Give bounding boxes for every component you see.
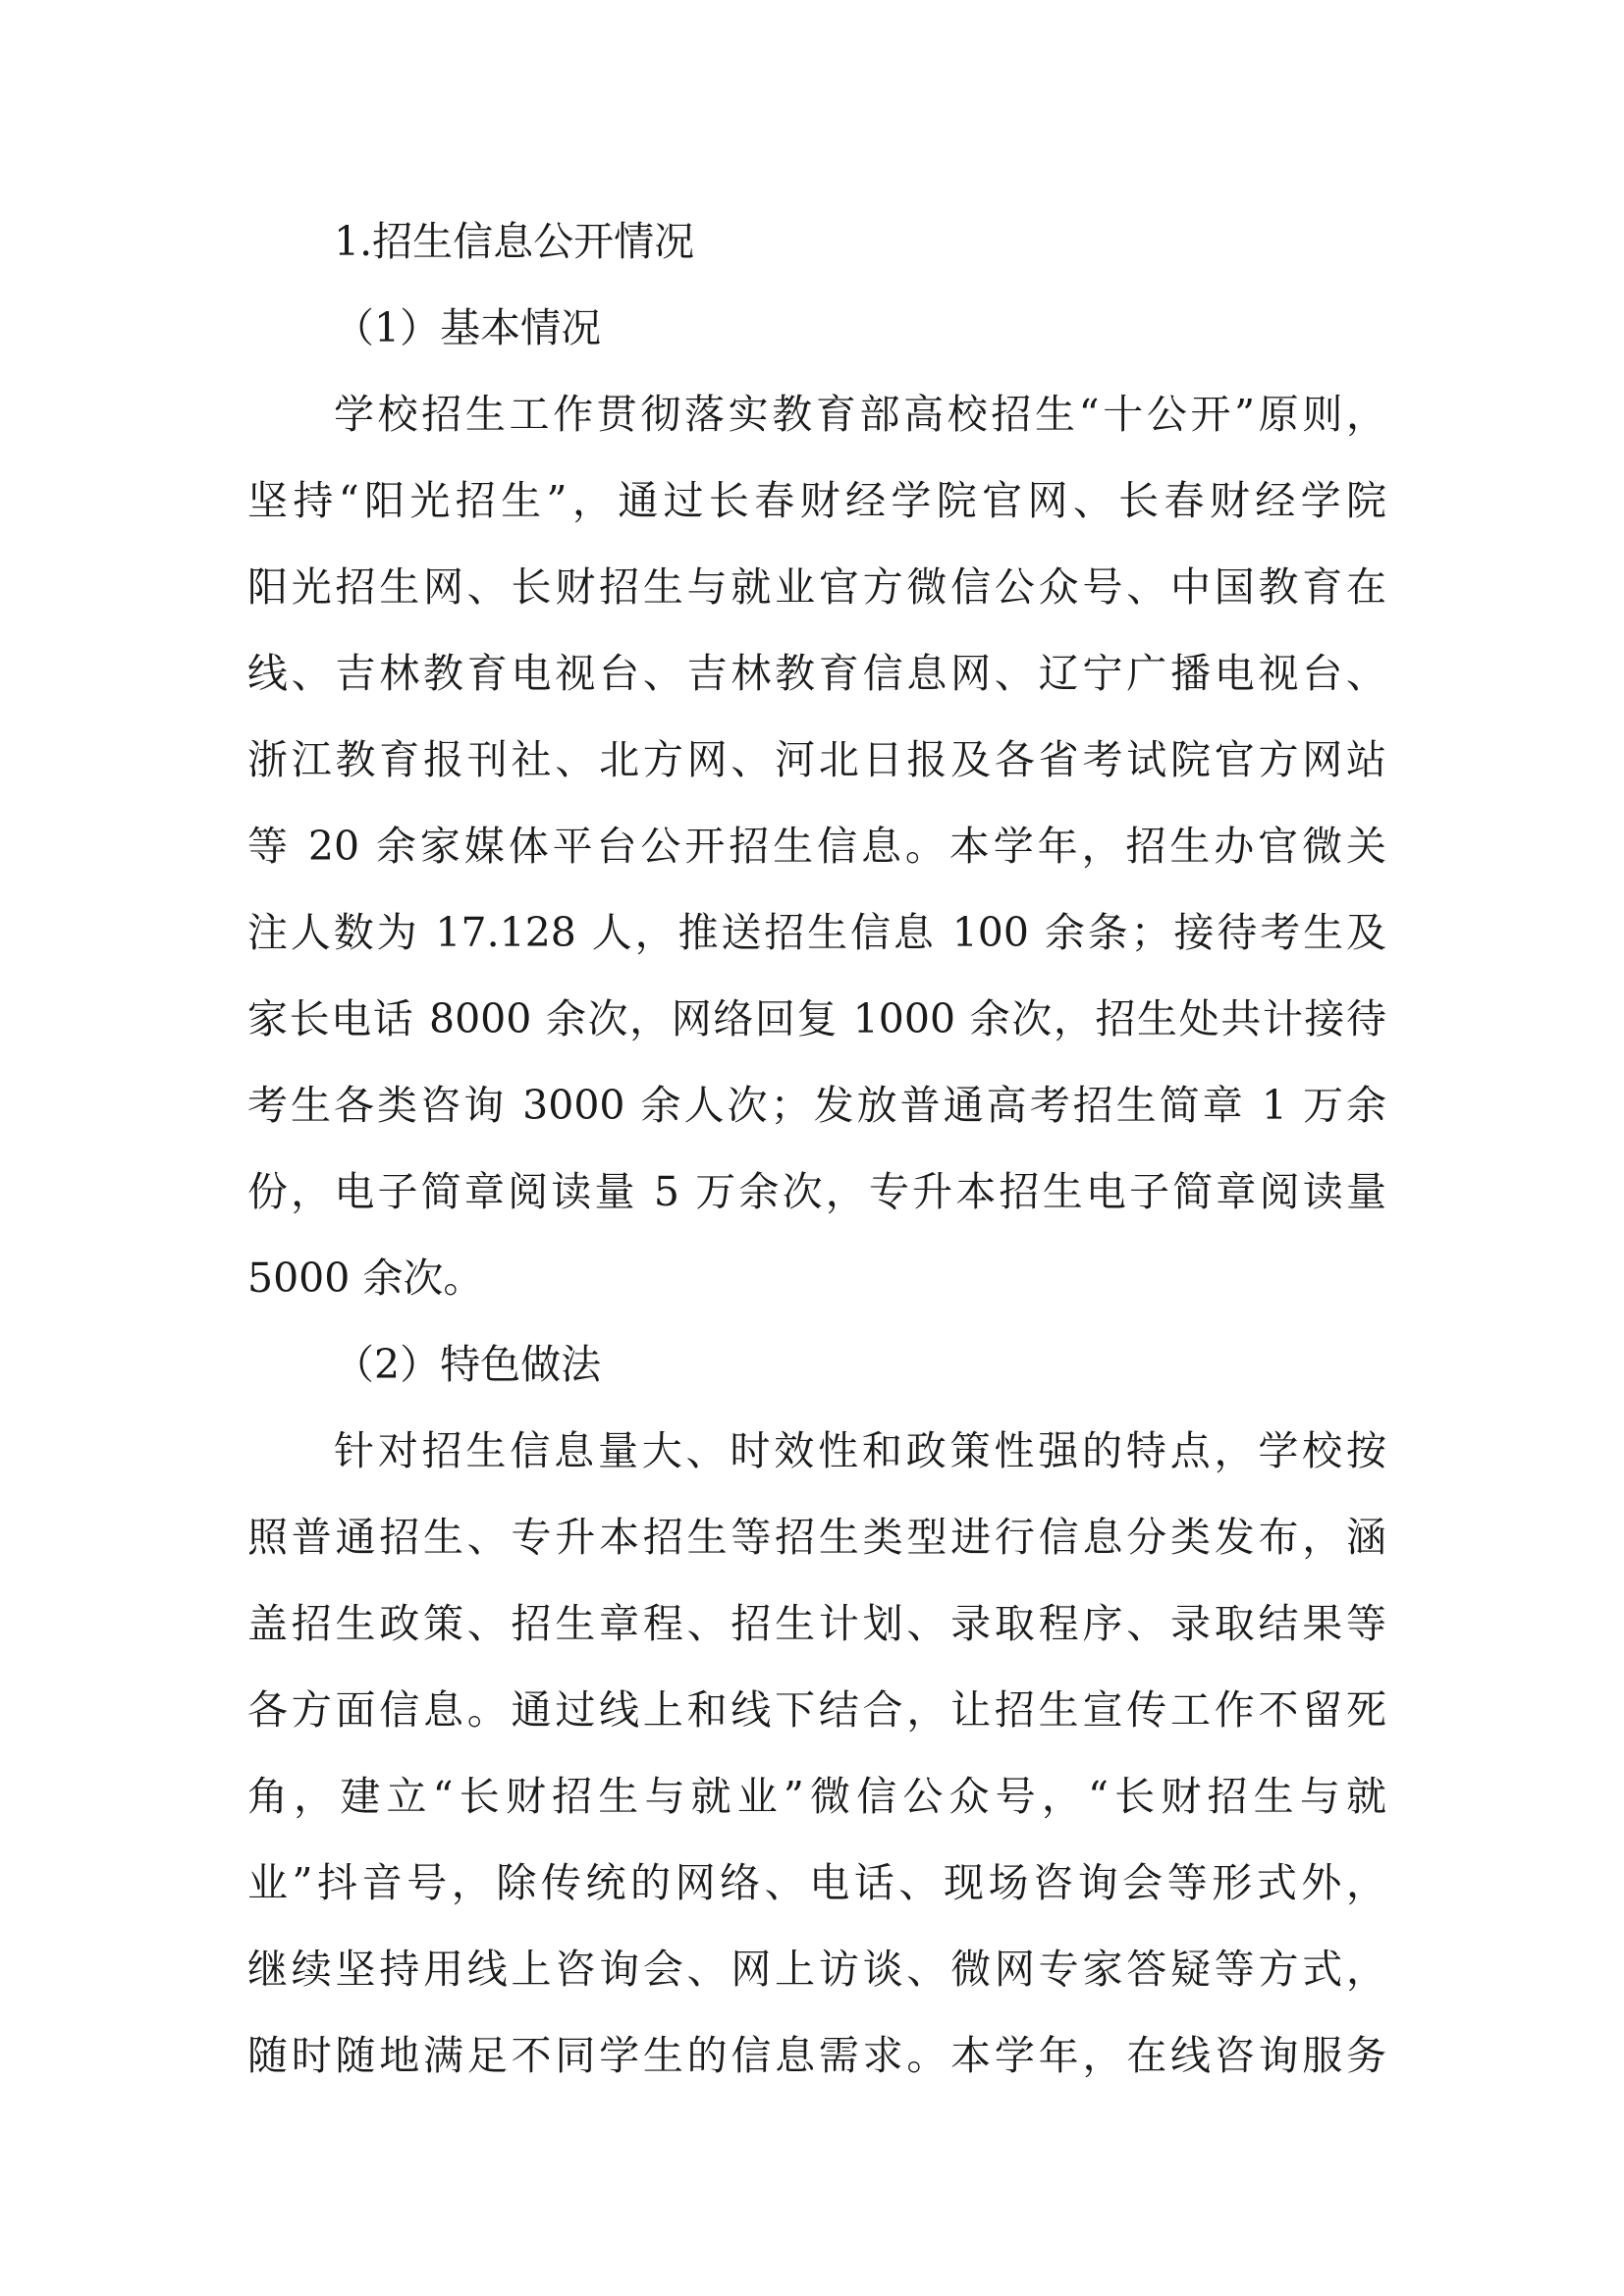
- paragraph-line: 坚持“阳光招生”，通过长春财经学院官网、长春财经学院: [247, 477, 1386, 524]
- paragraph-line: 浙江教育报刊社、北方网、河北日报及各省考试院官方网站: [247, 736, 1386, 783]
- paragraph-line: 各方面信息。通过线上和线下结合，让招生宣传工作不留死: [247, 1686, 1386, 1734]
- paragraph-line: 线、吉林教育电视台、吉林教育信息网、辽宁广播电视台、: [247, 650, 1386, 697]
- paragraph-line: 针对招生信息量大、时效性和政策性强的特点，学校按: [334, 1427, 1386, 1474]
- paragraph-line: 家长电话 8000 余次，网络回复 1000 余次，招生处共计接待: [247, 995, 1386, 1042]
- paragraph-line: 等 20 余家媒体平台公开招生信息。本学年，招生办官微关: [247, 823, 1386, 870]
- paragraph-line: 份，电子简章阅读量 5 万余次，专升本招生电子简章阅读量: [247, 1168, 1386, 1215]
- subsection-heading-basic: （1）基本情况: [334, 304, 602, 351]
- paragraph-line: 考生各类咨询 3000 余人次；发放普通高考招生简章 1 万余: [247, 1082, 1386, 1129]
- paragraph-line: 随时随地满足不同学生的信息需求。本学年，在线咨询服务: [247, 2032, 1386, 2079]
- paragraph-line: 继续坚持用线上咨询会、网上访谈、微网专家答疑等方式，: [247, 1946, 1386, 1993]
- paragraph-line: 阳光招生网、长财招生与就业官方微信公众号、中国教育在: [247, 563, 1386, 611]
- paragraph-line: 照普通招生、专升本招生等招生类型进行信息分类发布，涵: [247, 1514, 1386, 1561]
- paragraph-line: 盖招生政策、招生章程、招生计划、录取程序、录取结果等: [247, 1600, 1386, 1647]
- subsection-heading-features: （2）特色做法: [334, 1341, 602, 1388]
- paragraph-line: 学校招生工作贯彻落实教育部高校招生“十公开”原则，: [334, 391, 1386, 438]
- paragraph-line: 角，建立“长财招生与就业”微信公众号，“长财招生与就: [247, 1773, 1386, 1820]
- paragraph-line: 业”抖音号，除传统的网络、电话、现场咨询会等形式外，: [247, 1859, 1386, 1906]
- paragraph-line: 注人数为 17.128 人，推送招生信息 100 余条；接待考生及: [247, 909, 1386, 956]
- paragraph-line: 5000 余次。: [247, 1255, 484, 1302]
- section-heading: 1.招生信息公开情况: [334, 218, 695, 265]
